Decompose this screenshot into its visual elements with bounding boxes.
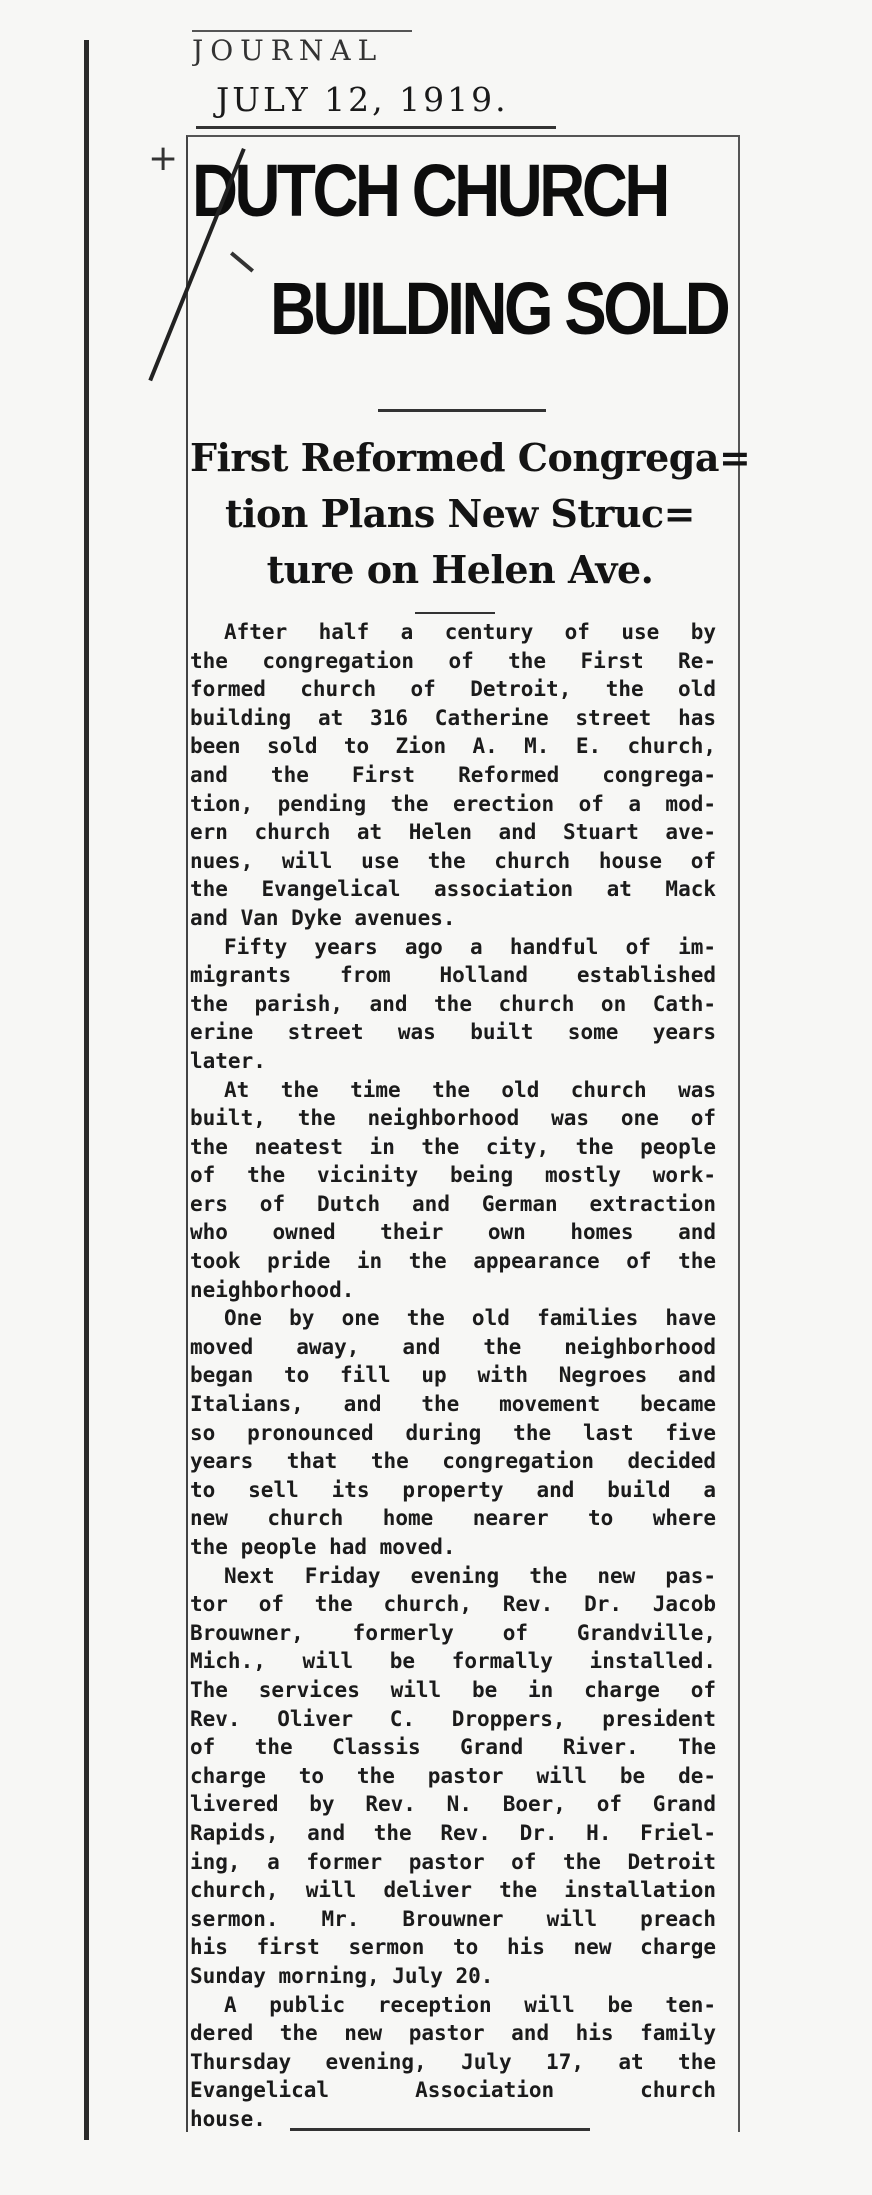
article-line: Thursday evening, July 17, at the (190, 2049, 716, 2074)
article-line: Mich., will be formally installed. (190, 1649, 716, 1674)
article-line: migrants from Holland established (190, 963, 716, 988)
article-line: formed church of Detroit, the old (190, 677, 716, 702)
article-body (190, 618, 716, 2133)
article-line: One by one the old families have (224, 1306, 716, 1331)
article-line: tion, pending the erection of a mod- (190, 791, 716, 816)
article-line: building at 316 Catherine street has (190, 705, 716, 730)
deck-divider (415, 612, 495, 614)
article-line: ern church at Helen and Stuart ave- (190, 820, 716, 845)
article-line: Fifty years ago a handful of im- (224, 934, 716, 959)
article-line: Sunday morning, July 20. (190, 1963, 494, 1988)
article-line: who owned their own homes and (190, 1220, 716, 1245)
article-line: church, will deliver the installation (190, 1878, 716, 1903)
left-margin-rule (84, 40, 89, 2140)
date-rule (196, 126, 556, 129)
article-line: ers of Dutch and German extraction (190, 1191, 716, 1216)
article-line: house. (190, 2106, 266, 2131)
article-line: tor of the church, Rev. Dr. Jacob (190, 1592, 716, 1617)
article-line: Rev. Oliver C. Droppers, president (190, 1706, 716, 1731)
article-line: the neatest in the city, the people (190, 1134, 716, 1159)
article-line: nues, will use the church house of (190, 848, 716, 873)
article-line: and Van Dyke avenues. (190, 905, 456, 930)
article-line: took pride in the appearance of the (190, 1249, 716, 1274)
subheadline-line: tion Plans New Struc= (224, 491, 696, 536)
article-line: the people had moved. (190, 1535, 456, 1559)
article-line: of the vicinity being mostly work- (190, 1163, 716, 1188)
article-line: and the First Reformed congrega- (190, 762, 716, 787)
article-line: The services will be in charge of (190, 1677, 716, 1702)
article-line: new church home nearer to where (190, 1506, 716, 1531)
end-rule (290, 2128, 590, 2131)
article-line: livered by Rev. N. Boer, of Grand (190, 1792, 716, 1817)
article-line: Italians, and the movement became (190, 1392, 716, 1417)
article-line: charge to the pastor will be de- (190, 1763, 716, 1788)
article-line: Brouwner, formerly of Grandville, (190, 1620, 716, 1645)
publication-date: JULY 12, 1919. (216, 80, 509, 119)
article-line: dered the new pastor and his family (190, 2021, 716, 2046)
article-line: his first sermon to his new charge (190, 1935, 716, 1960)
article-line: so pronounced during the last five (190, 1420, 716, 1445)
article-line: At the time the old church was (224, 1077, 716, 1102)
article-line: the parish, and the church on Cath- (190, 991, 716, 1016)
article-line: After half a century of use by (224, 620, 716, 644)
article-line: Next Friday evening the new pas- (224, 1563, 716, 1588)
article-line: been sold to Zion A. M. E. church, (190, 734, 716, 759)
article-line: sermon. Mr. Brouwner will preach (190, 1906, 716, 1931)
article-line: of the Classis Grand River. The (190, 1735, 716, 1760)
article-line: years that the congregation decided (190, 1449, 716, 1474)
article-line: Rapids, and the Rev. Dr. H. Friel- (190, 1820, 716, 1845)
article-line: erine street was built some years (190, 1020, 716, 1045)
headline-line-1: DUTCH CHURCH (192, 149, 667, 232)
article-line: the congregation of the First Re- (190, 648, 716, 673)
article-line: built, the neighborhood was one of (190, 1106, 716, 1131)
headline-line-2: BUILDING SOLD (270, 267, 728, 350)
article-line: the Evangelical association at Mack (190, 877, 716, 902)
article-line: ing, a former pastor of the Detroit (190, 1849, 716, 1874)
article-line: began to fill up with Negroes and (190, 1363, 716, 1388)
article-line: later. (190, 1048, 266, 1073)
article-line: Evangelical Association church (190, 2078, 716, 2103)
subheadline-line: First Reformed Congrega= (190, 435, 751, 480)
subheadline (190, 430, 751, 598)
article-line: moved away, and the neighborhood (190, 1334, 716, 1359)
subheadline-line: ture on Helen Ave. (266, 547, 654, 592)
article-line: to sell its property and build a (190, 1477, 716, 1502)
masthead: JOURNAL (192, 30, 412, 68)
plus-mark-icon: + (148, 138, 179, 179)
headline-divider (378, 409, 546, 412)
article-line: neighborhood. (190, 1277, 355, 1302)
article-line: A public reception will be ten- (224, 1992, 716, 2017)
